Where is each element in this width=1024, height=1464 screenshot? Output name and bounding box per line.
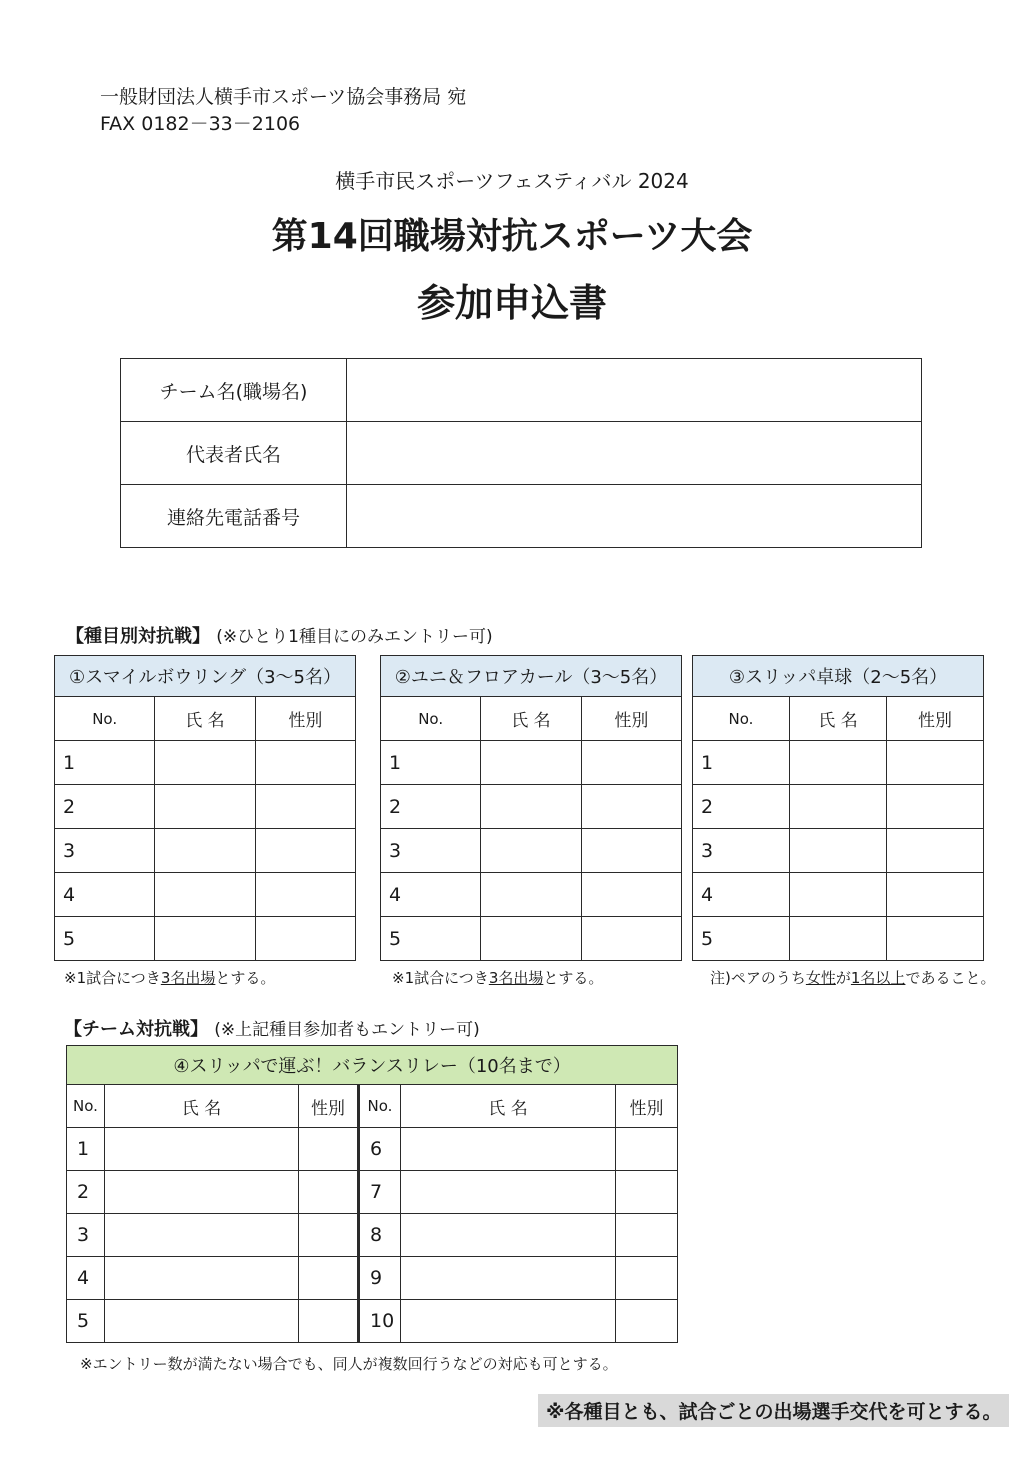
row-number: 3: [693, 829, 790, 873]
sex-cell[interactable]: [581, 873, 681, 917]
representative-field[interactable]: [347, 422, 922, 485]
note-text: ※1試合につき: [392, 969, 489, 987]
table-row: [67, 1300, 678, 1343]
sex-cell[interactable]: [255, 829, 355, 873]
name-cell[interactable]: [790, 785, 887, 829]
row-number: 5: [693, 917, 790, 961]
event-table-table-tennis: [692, 655, 984, 961]
table-row: [67, 1214, 678, 1257]
sex-cell[interactable]: [581, 741, 681, 785]
name-cell[interactable]: [790, 873, 887, 917]
row-number: 1: [55, 741, 155, 785]
col-name: 氏 名: [790, 697, 887, 741]
sex-cell[interactable]: [299, 1128, 359, 1171]
representative-label: 代表者氏名: [121, 422, 347, 485]
note-underline: 1名以上: [850, 969, 906, 987]
note-text: が: [835, 969, 851, 987]
col-no: No.: [381, 697, 481, 741]
sex-cell[interactable]: [299, 1257, 359, 1300]
name-cell[interactable]: [105, 1300, 299, 1343]
note-text: 注)ペアのうち: [710, 969, 806, 987]
name-cell[interactable]: [105, 1257, 299, 1300]
row-number: 4: [67, 1257, 105, 1300]
name-cell[interactable]: [790, 829, 887, 873]
note-underline: 女性: [805, 969, 836, 987]
table-row: [55, 829, 356, 873]
note-text: ※1試合につき: [64, 969, 161, 987]
sex-cell[interactable]: [255, 741, 355, 785]
row-number: 3: [67, 1214, 105, 1257]
page-title: 第14回職場対抗スポーツ大会: [271, 216, 753, 257]
col-sex: 性別: [255, 697, 355, 741]
col-sex: 性別: [616, 1085, 678, 1128]
sex-cell[interactable]: [616, 1214, 678, 1257]
name-cell[interactable]: [481, 917, 581, 961]
row-number: 3: [55, 829, 155, 873]
sex-cell[interactable]: [616, 1128, 678, 1171]
section-team-title: 【チーム対抗戦】: [64, 1019, 208, 1040]
sex-cell[interactable]: [887, 829, 984, 873]
section-team-subtitle: (※上記種目参加者もエントリー可): [214, 1020, 480, 1040]
fax-number: FAX 0182－33－2106: [100, 113, 301, 135]
section-events-heading: [66, 622, 493, 648]
table-row: [381, 873, 682, 917]
sex-cell[interactable]: [887, 785, 984, 829]
name-cell[interactable]: [481, 829, 581, 873]
table-row: [67, 1128, 678, 1171]
sex-cell[interactable]: [887, 917, 984, 961]
phone-label: 連絡先電話番号: [121, 485, 347, 548]
row-number: 3: [381, 829, 481, 873]
sex-cell[interactable]: [616, 1300, 678, 1343]
col-name: 氏 名: [401, 1085, 616, 1128]
row-number: 2: [55, 785, 155, 829]
row-number: 4: [381, 873, 481, 917]
sex-cell[interactable]: [255, 917, 355, 961]
col-no: No.: [693, 697, 790, 741]
sex-cell[interactable]: [581, 917, 681, 961]
row-number: 5: [381, 917, 481, 961]
table-row: [693, 785, 984, 829]
table-row: [67, 1171, 678, 1214]
name-cell[interactable]: [481, 741, 581, 785]
name-cell[interactable]: [155, 741, 255, 785]
event-note-2: [392, 967, 603, 988]
note-underline: 3名出場: [160, 969, 216, 987]
table-row: [55, 741, 356, 785]
event-note-3: [710, 967, 995, 988]
sex-cell[interactable]: [887, 873, 984, 917]
col-sex: 性別: [887, 697, 984, 741]
table-row: [693, 917, 984, 961]
col-no: No.: [67, 1085, 105, 1128]
note-text: とする。: [543, 969, 604, 987]
row-number: 4: [693, 873, 790, 917]
row-number: 4: [55, 873, 155, 917]
name-cell[interactable]: [105, 1128, 299, 1171]
col-no: No.: [359, 1085, 401, 1128]
col-name: 氏 名: [481, 697, 581, 741]
substitution-note: ※各種目とも、試合ごとの出場選手交代を可とする。: [538, 1394, 1009, 1427]
name-cell[interactable]: [401, 1128, 616, 1171]
row-number: 7: [359, 1171, 401, 1214]
section-events-title: 【種目別対抗戦】: [66, 626, 210, 647]
row-number: 1: [381, 741, 481, 785]
table-row: [381, 829, 682, 873]
name-cell[interactable]: [401, 1214, 616, 1257]
sex-cell[interactable]: [299, 1214, 359, 1257]
table-row: [381, 785, 682, 829]
name-cell[interactable]: [105, 1171, 299, 1214]
table-row: [67, 1257, 678, 1300]
sex-cell[interactable]: [299, 1300, 359, 1343]
team-name-field[interactable]: [347, 359, 922, 422]
recipient-text: 一般財団法人横手市スポーツ協会事務局 宛: [100, 86, 467, 108]
sex-cell[interactable]: [887, 741, 984, 785]
col-name: 氏 名: [155, 697, 255, 741]
row-number: 2: [693, 785, 790, 829]
row-number: 9: [359, 1257, 401, 1300]
sex-cell[interactable]: [299, 1171, 359, 1214]
row-number: 8: [359, 1214, 401, 1257]
event-note-1: [64, 967, 275, 988]
col-no: No.: [55, 697, 155, 741]
name-cell[interactable]: [105, 1214, 299, 1257]
sex-cell[interactable]: [255, 873, 355, 917]
sex-cell[interactable]: [616, 1171, 678, 1214]
team-name-label: チーム名(職場名): [121, 359, 347, 422]
name-cell[interactable]: [790, 741, 887, 785]
name-cell[interactable]: [155, 873, 255, 917]
row-number: 2: [381, 785, 481, 829]
row-number: 6: [359, 1128, 401, 1171]
applicant-info-table: [120, 358, 922, 548]
name-cell[interactable]: [401, 1300, 616, 1343]
team-relay-table: [66, 1045, 678, 1343]
section-events-subtitle: (※ひとり1種目にのみエントリー可): [216, 627, 493, 647]
table-row: [55, 873, 356, 917]
name-cell[interactable]: [401, 1171, 616, 1214]
table-row: [381, 917, 682, 961]
note-underline: 3名出場: [488, 969, 544, 987]
section-team-heading: [64, 1015, 480, 1041]
event-table-bowling: [54, 655, 356, 961]
sex-cell[interactable]: [616, 1257, 678, 1300]
entry-note: ※エントリー数が満たない場合でも、同人が複数回行うなどの対応も可とする。: [80, 1355, 618, 1373]
row-number: 1: [67, 1128, 105, 1171]
row-number: 5: [67, 1300, 105, 1343]
sex-cell[interactable]: [255, 785, 355, 829]
name-cell[interactable]: [155, 917, 255, 961]
name-cell[interactable]: [790, 917, 887, 961]
name-cell[interactable]: [155, 829, 255, 873]
event-title: ②ユニ＆フロアカール（3～5名）: [381, 656, 682, 697]
note-text: とする。: [215, 969, 276, 987]
table-row: [55, 785, 356, 829]
row-number: 1: [693, 741, 790, 785]
table-row: [693, 829, 984, 873]
row-number: 2: [67, 1171, 105, 1214]
page-subtitle: 参加申込書: [416, 281, 607, 325]
sex-cell[interactable]: [581, 829, 681, 873]
name-cell[interactable]: [481, 785, 581, 829]
table-row: [693, 873, 984, 917]
sex-cell[interactable]: [581, 785, 681, 829]
col-sex: 性別: [581, 697, 681, 741]
event-table-curling: [380, 655, 682, 961]
note-text: であること。: [905, 969, 996, 987]
row-number: 10: [359, 1300, 401, 1343]
table-row: [55, 917, 356, 961]
row-number: 5: [55, 917, 155, 961]
table-row: [381, 741, 682, 785]
team-event-title: ④スリッパで運ぶ！バランスリレー（10名まで）: [67, 1046, 678, 1085]
col-sex: 性別: [299, 1085, 359, 1128]
festival-name: 横手市民スポーツフェスティバル 2024: [335, 169, 689, 193]
event-title: ①スマイルボウリング（3～5名）: [55, 656, 356, 697]
name-cell[interactable]: [401, 1257, 616, 1300]
event-title: ③スリッパ卓球（2～5名）: [693, 656, 984, 697]
name-cell[interactable]: [155, 785, 255, 829]
table-row: [693, 741, 984, 785]
phone-field[interactable]: [347, 485, 922, 548]
col-name: 氏 名: [105, 1085, 299, 1128]
name-cell[interactable]: [481, 873, 581, 917]
